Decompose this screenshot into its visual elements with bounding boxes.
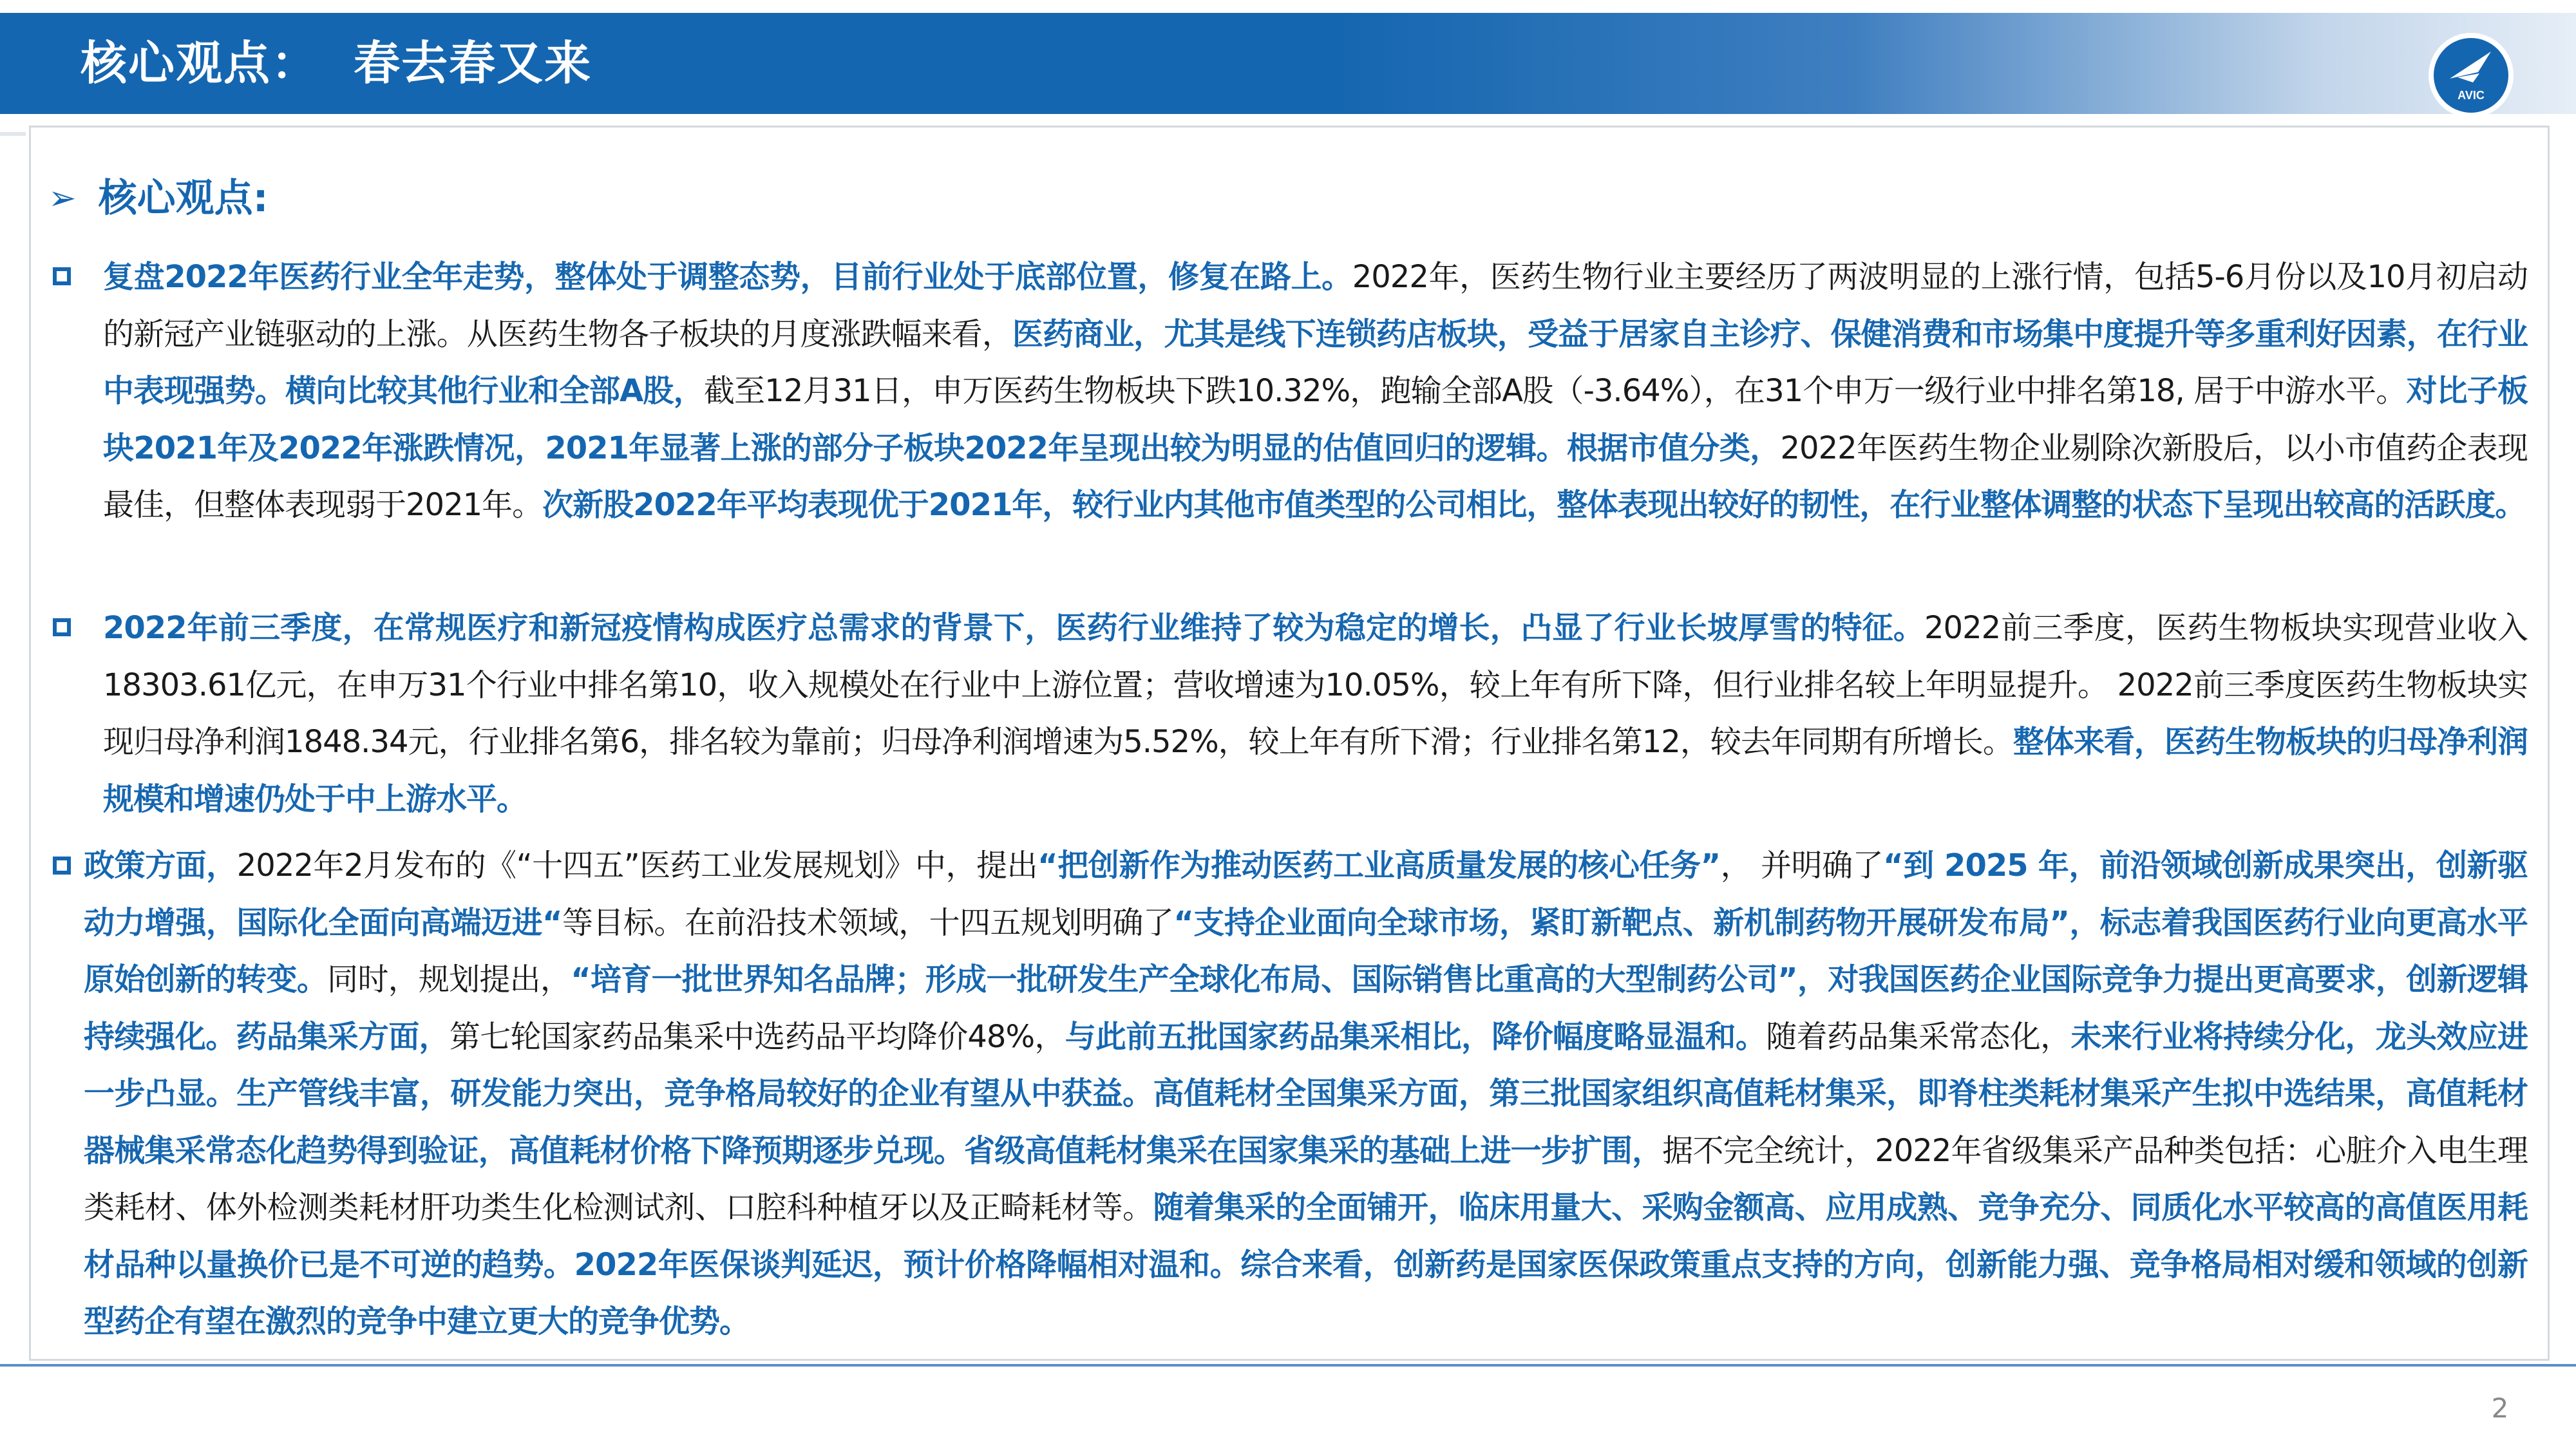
section-heading bbox=[48, 169, 269, 228]
highlight-text: 整体来看，医药生物板块的归母净利润规模和增速仍处于中上游水平。 bbox=[103, 724, 2528, 817]
arrow-bullet-icon: ➢ bbox=[48, 179, 77, 218]
body-text: 2022年，医药生物行业主要经历了两波明显的上涨行情，包括5-6月份以及10月初启动的新冠产业链驱动的上涨。从医药生物各子板块的月度涨跌幅来看， bbox=[103, 259, 2528, 352]
highlight-text: “到 2025 年，前沿领域创新成果突出，创新驱动力增强，国际化全面向高端迈进“ bbox=[84, 848, 2528, 941]
body-text: 2022前三季度，医药生物板块实现营业收入18303.61亿元，在申万31个行业中排名第10，收入规模处在行业中上游位置；营收增速为10.05%，较上年有所下降，但行业排名较上年明显提升。 2022前三季度医药生物板块实现归母净利润1848.34元，行业排名第6，排名较为靠前；归母净利润增速为5.52%，较上年有所下滑；行业排名第12，较去年同期有所增长。 bbox=[103, 610, 2528, 760]
highlight-text: 政策方面， bbox=[84, 848, 237, 884]
body-text: 等目标。在前沿技术领域，十四五规划明确了 bbox=[562, 904, 1174, 941]
highlight-text: 复盘2022年医药行业全年走势，整体处于调整态势，目前行业处于底部位置，修复在路上。 bbox=[103, 259, 1352, 295]
body-text: 据不完全统计，2022年省级集采产品种类包括：心脏介入电生理类耗材、体外检测类耗材肝功类生化检测试剂、口腔科种植牙以及正畸耗材等。 bbox=[84, 1132, 2528, 1226]
body-text: 同时，规划提出， bbox=[327, 961, 571, 998]
highlight-text: 随着集采的全面铺开，临床用量大、采购金额高、应用成熟、竞争充分、同质化水平较高的高值医用耗材品种以量换价已是不可逆的趋势。2022年医保谈判延迟，预计价格降幅相对温和。综合来看，创新药是国家医保政策重点支持的方向，创新能力强、竞争格局相对缓和领域的创新型药企有望在激烈的竞争中建立更大的竞争优势。 bbox=[84, 1189, 2528, 1340]
left-divider bbox=[0, 132, 26, 136]
highlight-text: 2022年前三季度，在常规医疗和新冠疫情构成医疗总需求的背景下，医药行业维持了较为稳定的增长，凸显了行业长坡厚雪的特征。 bbox=[103, 610, 1925, 646]
body-text: 第七轮国家药品集采中选药品平均降价48%， bbox=[449, 1018, 1065, 1055]
paragraph-q3-results bbox=[103, 600, 2528, 828]
highlight-text: 次新股2022年平均表现优于2021年，较行业内其他市值类型的公司相比，整体表现出较好的韧性，在行业整体调整的状态下呈现出较高的活跃度。 bbox=[542, 487, 2526, 523]
highlight-text: 对比子板块2021年及2022年涨跌情况，2021年显著上涨的部分子板块2022年呈现出较为明显的估值回归的逻辑。根据市值分类， bbox=[103, 373, 2528, 466]
highlight-text: “培育一批世界知名品牌；形成一批研发生产全球化布局、国际销售比重高的大型制药公司”，对我国医药企业国际竞争力提出更高要求，创新逻辑持续强化。药品集采方面， bbox=[84, 961, 2528, 1055]
body-text: 2022年医药生物企业剔除次新股后，以小市值药企表现最佳，但整体表现弱于2021年。 bbox=[103, 430, 2528, 523]
highlight-text: 与此前五批国家药品集采相比，降价幅度略显温和。 bbox=[1065, 1018, 1766, 1055]
body-text: 随着药品集采常态化， bbox=[1766, 1018, 2071, 1055]
highlight-text: 未来行业将持续分化，龙头效应进一步凸显。生产管线丰富，研发能力突出，竞争格局较好的企业有望从中获益。高值耗材全国集采方面，第三批国家组织高值耗材集采，即脊柱类耗材集采产生拟中选结果，高值耗材器械集采常态化趋势得到验证，高值耗材价格下降预期逐步兑现。省级高值耗材集采在国家集采的基础上进一步扩围， bbox=[84, 1018, 2528, 1169]
body-text: ， 并明确了 bbox=[1720, 848, 1884, 884]
square-bullet-icon bbox=[53, 857, 71, 875]
logo-text: AVIC bbox=[2458, 89, 2485, 102]
highlight-text: 医药商业，尤其是线下连锁药店板块，受益于居家自主诊疗、保健消费和市场集中度提升等多重利好因素，在行业中表现强势。横向比较其他行业和全部A股， bbox=[103, 316, 2528, 409]
square-bullet-icon bbox=[53, 618, 71, 636]
page-title: 核心观点： 春去春又来 bbox=[80, 36, 592, 90]
highlight-text: “支持企业面向全球市场，紧盯新靶点、新机制药物开展研发布局”，标志着我国医药行业向更高水平原始创新的转变。 bbox=[84, 904, 2528, 998]
highlight-text: “把创新作为推动医药工业高质量发展的核心任务” bbox=[1037, 848, 1721, 884]
body-text: 截至12月31日，申万医药生物板块下跌10.32%，跑输全部A股（-3.64%），在31个申万一级行业中排名第18, 居于中游水平。 bbox=[703, 373, 2407, 409]
paragraph-market-review bbox=[103, 249, 2528, 591]
footer-divider bbox=[0, 1364, 2576, 1367]
section-heading-label: 核心观点: bbox=[98, 176, 269, 221]
body-text: 2022年2月发布的《“十四五”医药工业发展规划》中，提出 bbox=[236, 848, 1038, 884]
page-number: 2 bbox=[2491, 1392, 2509, 1424]
avic-logo-icon bbox=[2428, 32, 2514, 118]
square-bullet-icon bbox=[53, 267, 71, 285]
paragraph-policy bbox=[84, 837, 2528, 1352]
header-bar bbox=[0, 13, 2576, 114]
